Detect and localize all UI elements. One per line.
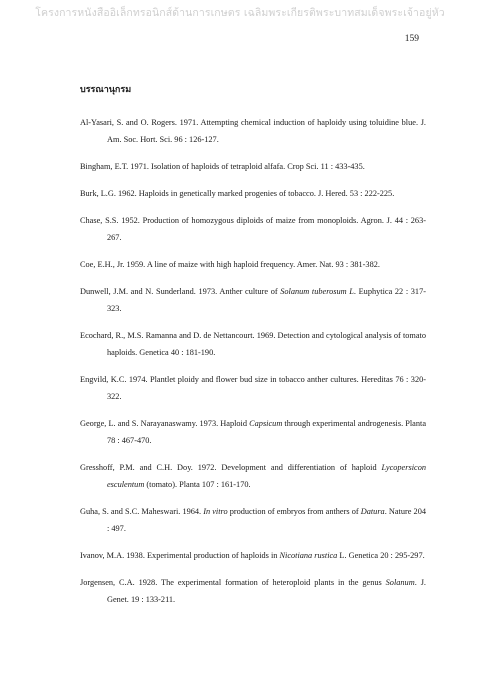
reference-entry [80,256,426,273]
bibliography-heading: บรรณานุกรม [80,85,132,95]
reference-italic-text: Capsicum [249,419,283,428]
reference-text: Ecochard, R., M.S. Ramanna and D. de Nettancourt. 1969. Detection and cytological analysis of tomato haploids. Genetica 40 : 181-190. [80,331,426,357]
reference-text: (tomato). Planta 107 : 161-170. [144,480,251,489]
watermark-text: โครงการหนังสืออิเล็กทรอนิกส์ด้านการเกษตร เฉลิมพระเกียรติพระบาทสมเด็จพระเจ้าอยู่หัว [35,7,445,19]
reference-entry [80,547,426,564]
reference-text: through experimental androgenesis. Planta 78 : 467-470. [107,419,426,445]
reference-text: Bingham, E.T. 1971. Isolation of haploids of tetraploid alfafa. Crop Sci. 11 : 433-435. [80,162,365,171]
reference-italic-text: Lycopersicon esculentum [107,463,426,489]
reference-text: Gresshoff, P.M. and C.H. Doy. 1972. Development and differentiation of haploid [80,463,382,472]
reference-text: Chase, S.S. 1952. Production of homozygous diploids of maize from monoploids. Agron. J. 44 : 263-267. [80,216,426,242]
reference-entry [80,158,426,175]
reference-entry [80,459,426,493]
reference-italic-text: In vitro [203,507,228,516]
reference-italic-text: Datura [360,507,385,516]
reference-entry [80,283,426,317]
reference-text: Coe, E.H., Jr. 1959. A line of maize with high haploid frequency. Amer. Nat. 93 : 381-382. [80,260,380,269]
page-number: 159 [404,34,419,44]
reference-entry [80,114,426,148]
reference-list [80,114,426,618]
reference-text: Engvild, K.C. 1974. Plantlet ploidy and flower bud size in tobacco anther cultures. Hereditas 76 : 320-322. [80,375,426,401]
reference-text: Burk, L.G. 1962. Haploids in genetically marked progenies of tobacco. J. Hered. 53 : 222-225. [80,189,395,198]
reference-text: Jorgensen, C.A. 1928. The experimental formation of heteroploid plants in the genus [80,578,386,587]
reference-text: Guha, S. and S.C. Maheswari. 1964. [80,507,204,516]
reference-italic-text: Solanum [385,578,415,587]
reference-entry [80,327,426,361]
reference-text: Dunwell, J.M. and N. Sunderland. 1973. Anther culture of [80,287,281,296]
reference-text: . Euphytica 22 : 317-323. [107,287,426,313]
reference-text: George, L. and S. Narayanaswamy. 1973. Haploid [80,419,250,428]
reference-text: L. Genetica 20 : 295-297. [337,551,425,560]
reference-entry [80,503,426,537]
reference-entry [80,371,426,405]
reference-italic-text: Solanum tuberosum L [280,287,354,296]
reference-entry [80,574,426,608]
reference-entry [80,185,426,202]
reference-italic-text: Nicotiana rustica [279,551,338,560]
reference-entry [80,415,426,449]
reference-text: . Nature 204 : 497. [107,507,426,533]
reference-entry [80,212,426,246]
reference-text: . J. Genet. 19 : 133-211. [107,578,426,604]
reference-text: Al-Yasari, S. and O. Rogers. 1971. Attempting chemical induction of haploidy using toluidine blue. J. Am. Soc. Hort. Sci. 96 : 126-127. [80,118,426,144]
reference-text: production of embryos from anthers of [227,507,361,516]
reference-text: Ivanov, M.A. 1938. Experimental production of haploids in [80,551,280,560]
